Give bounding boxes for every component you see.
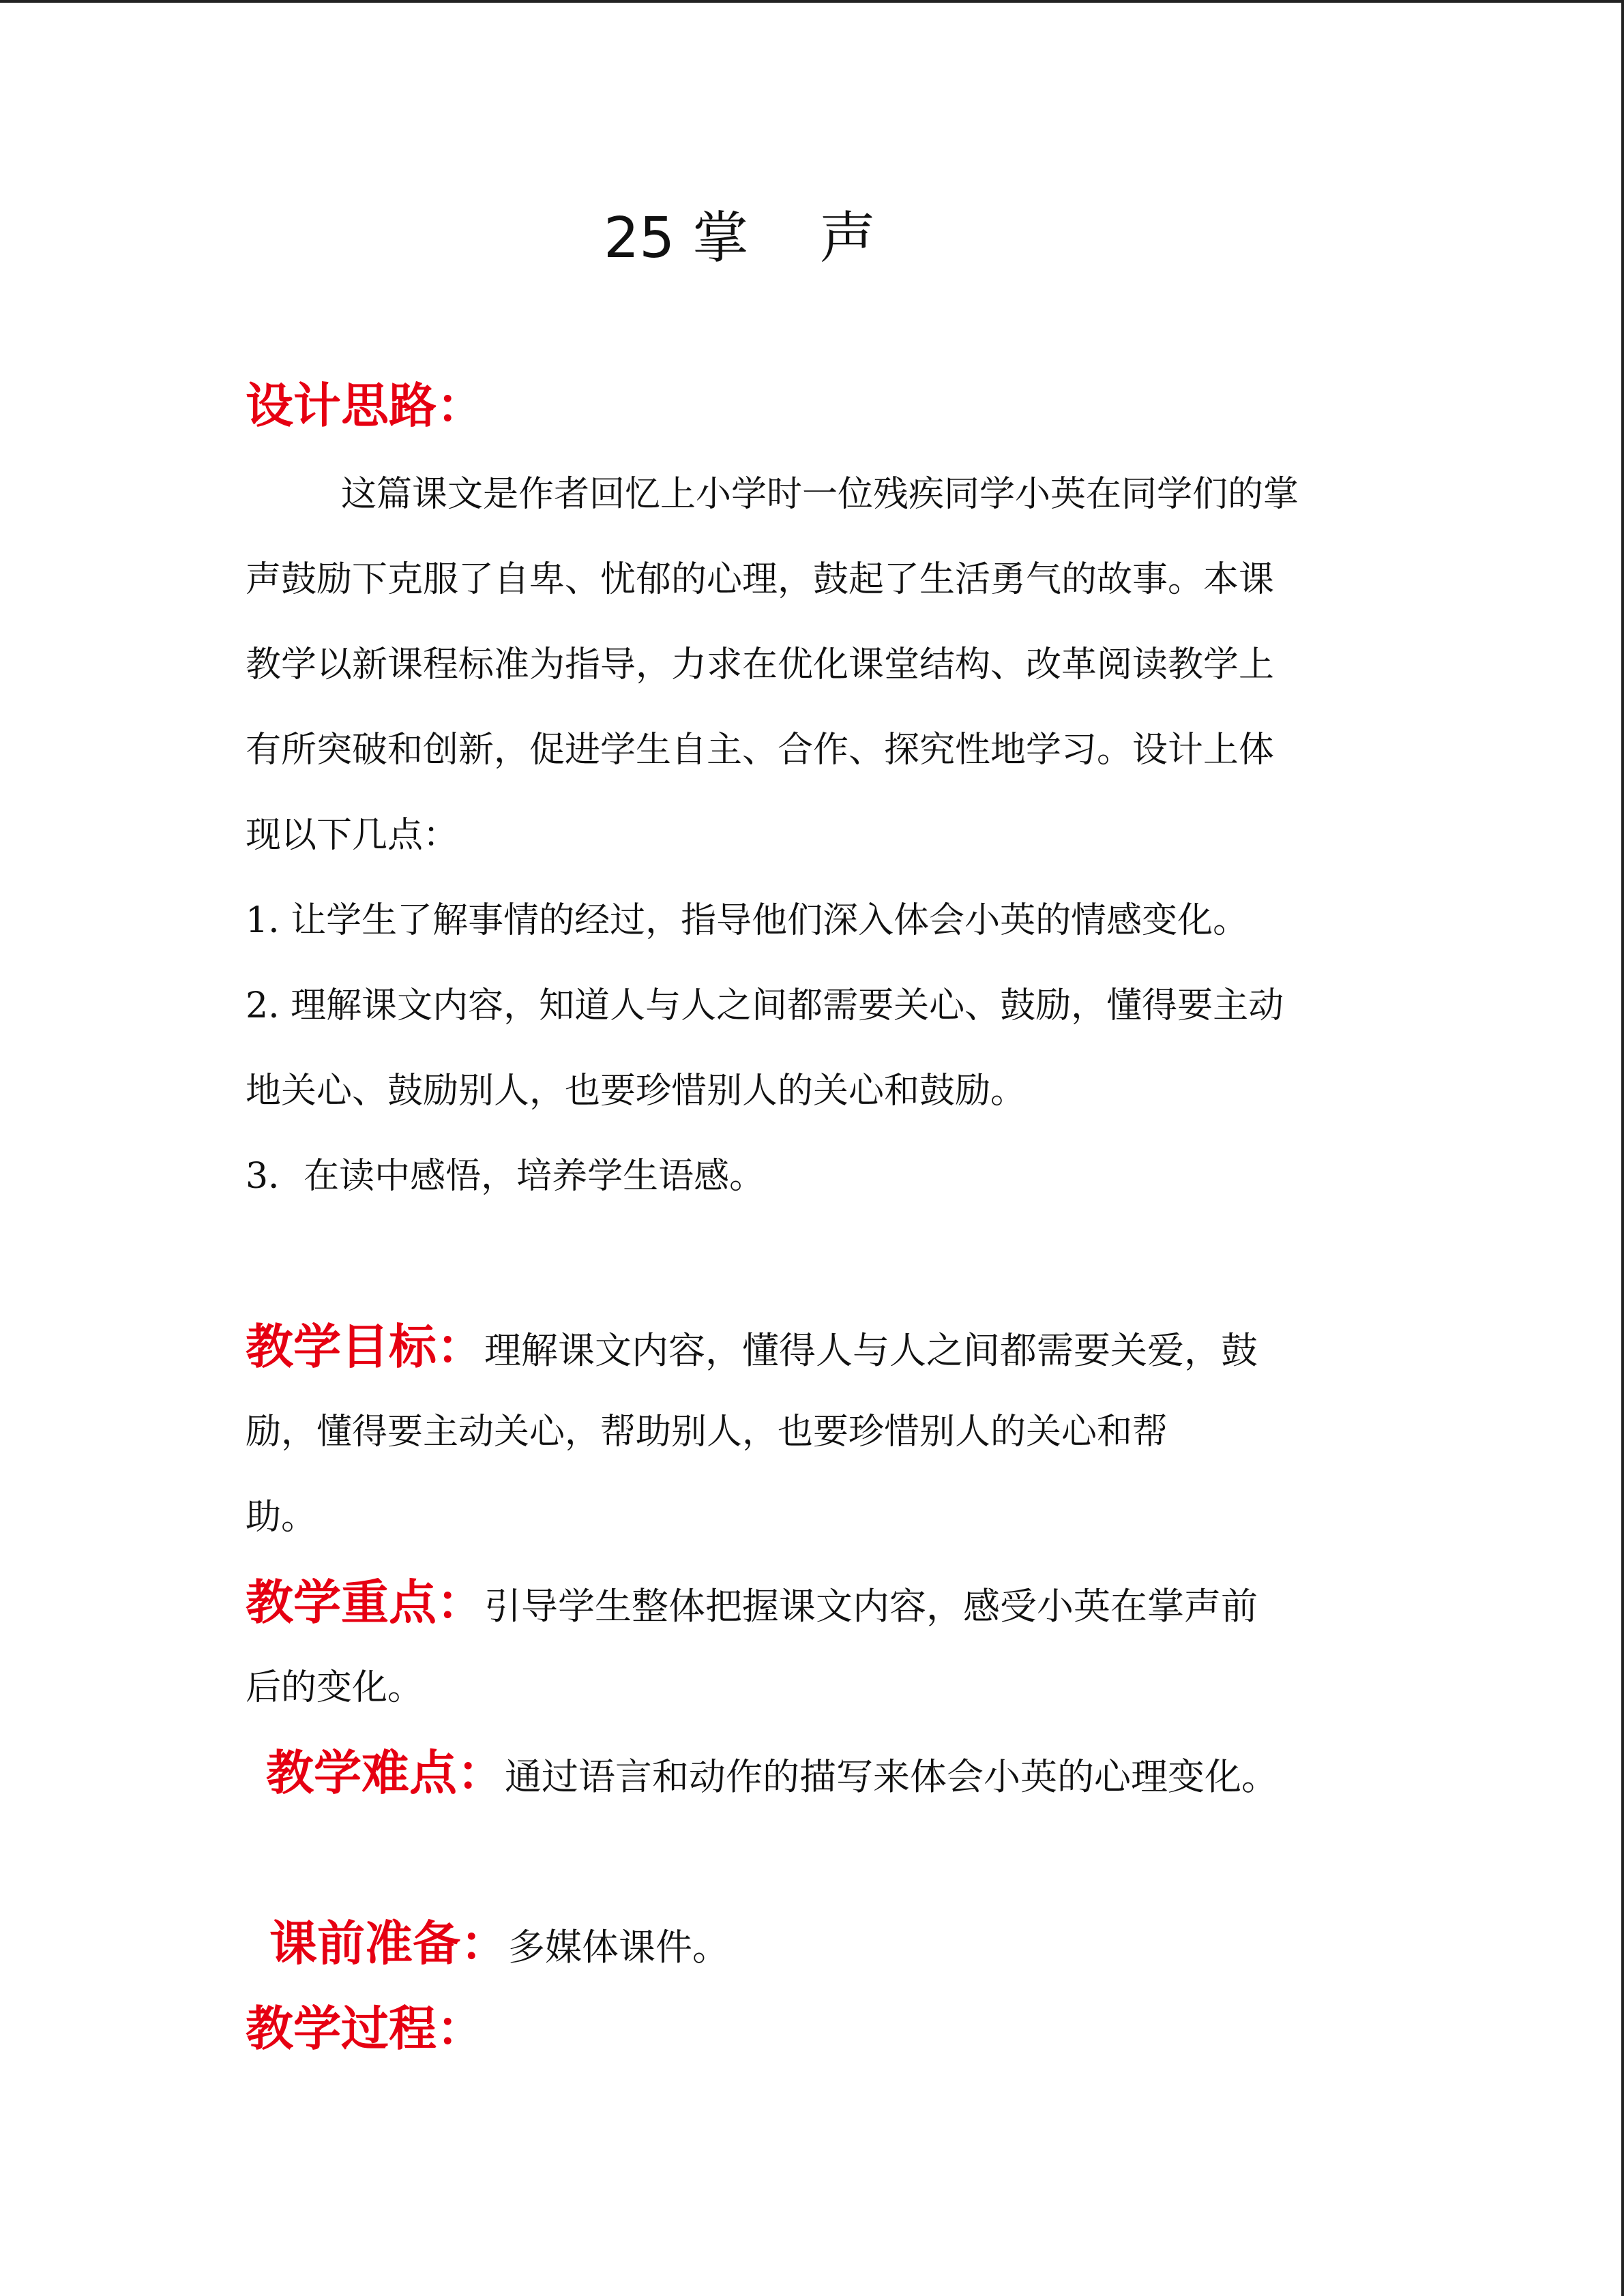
design-point: 地关心、鼓励别人，也要珍惜别人的关心和鼓励。 [246,1071,1027,1112]
design-line: 这篇课文是作者回忆上小学时一位残疾同学小英在同学们的掌 [341,474,1299,515]
keypoint-text: 引导学生整体把握课文内容，感受小英在掌声前 [484,1585,1258,1628]
design-line: 现以下几点： [246,815,459,856]
right-border [1621,0,1624,2296]
keypoint-line: 后的变化。 [246,1667,424,1708]
preparation-text: 多媒体课件。 [508,1926,729,1969]
design-line: 教学以新课程标准为指导，力求在优化课堂结构、改革阅读教学上 [246,644,1275,685]
design-line: 有所突破和创新，促进学生自主、合作、探究性地学习。设计上体 [246,730,1275,771]
top-border [0,0,1624,3]
page-title: 25 掌 声 [604,206,876,271]
preparation-heading: 课前准备： [269,1915,508,1971]
objective-heading: 教学目标： [246,1319,484,1375]
process-section [246,2001,484,2061]
difficulty-section [266,1746,1278,1805]
design-point: 2. 理解课文内容，知道人与人之间都需要关心、鼓励，懂得要主动 [246,985,1284,1026]
objective-line: 励，懂得要主动关心，帮助别人，也要珍惜别人的关心和帮 [246,1412,1168,1452]
keypoint-section [246,1575,1258,1635]
keypoint-heading: 教学重点： [246,1575,484,1630]
process-heading: 教学过程： [246,2001,484,2057]
objective-text: 理解课文内容，懂得人与人之间都需要关爱，鼓 [484,1329,1258,1372]
design-line: 声鼓励下克服了自卑、忧郁的心理，鼓起了生活勇气的故事。本课 [246,559,1275,600]
objective-section [246,1320,1258,1379]
design-section [246,378,484,438]
difficulty-text: 通过语言和动作的描写来体会小英的心理变化。 [505,1755,1278,1798]
preparation-section [269,1916,729,1976]
design-point: 1. 让学生了解事情的经过，指导他们深入体会小英的情感变化。 [246,900,1249,941]
difficulty-heading: 教学难点： [266,1745,505,1801]
design-point: 3．在读中感悟，培养学生语感。 [246,1156,765,1197]
objective-line: 助。 [246,1497,317,1538]
design-heading: 设计思路： [246,378,484,434]
